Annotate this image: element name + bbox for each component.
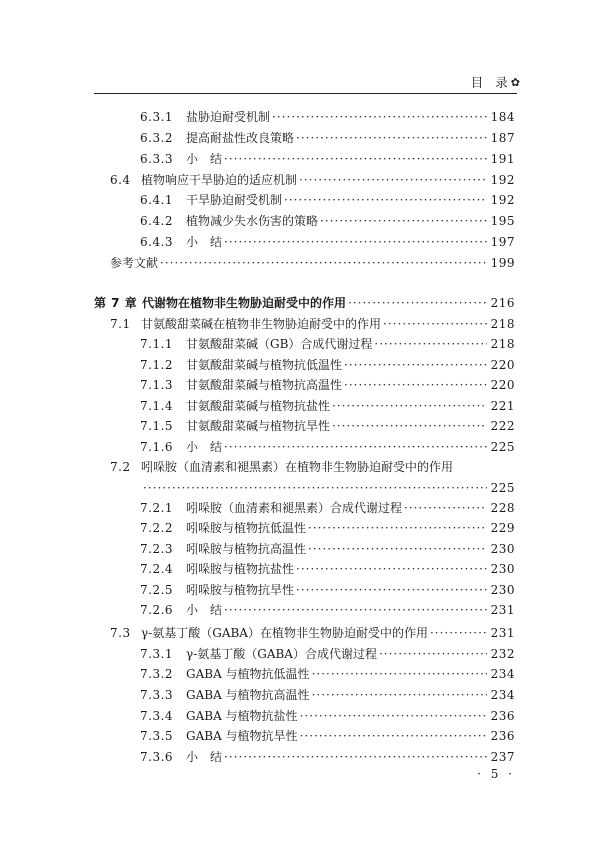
toc-entry-number: 7.1.1 xyxy=(140,337,174,351)
toc-entry-title: GABA 与植物抗旱性 xyxy=(186,729,298,743)
toc-entry[interactable] xyxy=(0,706,600,726)
toc-entry-number: 7.1.2 xyxy=(140,358,174,372)
dot-leader xyxy=(308,518,487,538)
toc-entry[interactable] xyxy=(0,416,600,436)
dot-leader xyxy=(300,726,487,746)
toc-entry[interactable] xyxy=(0,726,600,746)
dot-leader xyxy=(308,539,487,559)
dot-leader xyxy=(296,128,487,148)
toc-entry-title: 植物响应干旱胁迫的适应机制 xyxy=(141,173,298,187)
header-rule xyxy=(94,93,517,94)
toc-entry-title: 吲哚胺与植物抗低温性 xyxy=(186,521,307,535)
dot-leader xyxy=(404,498,487,518)
toc-entry-page: 197 xyxy=(490,235,515,249)
toc-entry[interactable] xyxy=(0,314,600,334)
toc-entry-title: 吲哚胺与植物抗旱性 xyxy=(186,583,295,597)
toc-entry-page: 218 xyxy=(490,337,515,351)
toc-entry-page: 191 xyxy=(490,152,515,166)
dot-leader xyxy=(332,396,487,416)
toc-entry[interactable] xyxy=(0,149,600,169)
toc-entry[interactable] xyxy=(0,623,600,643)
toc-entry-number: 7.3 xyxy=(110,626,131,640)
toc-entry-number: 7.1.5 xyxy=(140,419,174,433)
toc-entry-number: 6.4 xyxy=(110,173,131,187)
dot-leader xyxy=(296,559,487,579)
toc-entry[interactable] xyxy=(0,685,600,705)
toc-entry[interactable] xyxy=(0,457,600,477)
dot-leader xyxy=(224,600,487,620)
toc-entry-title: 植物减少失水伤害的策略 xyxy=(186,214,319,228)
toc-entry-number: 7.2.2 xyxy=(140,521,174,535)
toc-entry-page: 234 xyxy=(490,667,515,681)
toc-entry-page: 220 xyxy=(490,358,515,372)
dot-leader xyxy=(284,190,487,210)
toc-entry[interactable] xyxy=(0,293,600,313)
toc-entry-page: 228 xyxy=(490,501,515,515)
toc-entry-title: 小 结 xyxy=(186,235,223,249)
dot-leader xyxy=(160,253,487,273)
toc-entry[interactable] xyxy=(0,747,600,767)
toc-entry-page: 230 xyxy=(490,542,515,556)
toc-entry[interactable] xyxy=(0,107,600,127)
toc-entry[interactable] xyxy=(0,437,600,457)
running-head xyxy=(471,73,520,91)
toc-entry[interactable] xyxy=(0,498,600,518)
toc-entry-page: 237 xyxy=(490,750,515,764)
toc-entry-number: 7.2.1 xyxy=(140,501,174,515)
toc-entry-title: GABA 与植物抗高温性 xyxy=(186,688,310,702)
toc-entry-title: 干旱胁迫耐受机制 xyxy=(186,193,283,207)
toc-entry-page: 229 xyxy=(490,521,515,535)
toc-entry-page: 187 xyxy=(490,131,515,145)
toc-entry-number: 7.2.4 xyxy=(140,562,174,576)
toc-entry-number: 6.4.3 xyxy=(140,235,174,249)
dot-leader xyxy=(332,416,487,436)
toc-entry-number: 7.2.3 xyxy=(140,542,174,556)
toc-entry-title: 甘氨酸甜菜碱与植物抗高温性 xyxy=(186,378,343,392)
toc-entry[interactable] xyxy=(0,518,600,538)
toc-entry-title: 吲哚胺与植物抗高温性 xyxy=(186,542,307,556)
dot-leader xyxy=(299,170,487,190)
toc-entry-number: 7.3.4 xyxy=(140,709,174,723)
toc-entry-title: 吲哚胺（血清素和褪黑素）在植物非生物胁迫耐受中的作用 xyxy=(141,460,454,474)
toc-entry[interactable] xyxy=(0,478,600,498)
toc-entry-title: 小 结 xyxy=(186,152,223,166)
toc-entry-title: GABA 与植物抗低温性 xyxy=(186,667,310,681)
toc-entry[interactable] xyxy=(0,559,600,579)
dot-leader xyxy=(224,437,487,457)
toc-entry-title: 甘氨酸甜菜碱与植物抗旱性 xyxy=(186,419,331,433)
toc-entry-page: 192 xyxy=(490,173,515,187)
running-title: 目 录 xyxy=(470,75,512,90)
toc-entry[interactable] xyxy=(0,396,600,416)
toc-entry-page: 222 xyxy=(490,419,515,433)
toc-entry[interactable] xyxy=(0,170,600,190)
toc-entry[interactable] xyxy=(0,211,600,231)
toc-entry-number: 7.2.5 xyxy=(140,583,174,597)
toc-entry[interactable] xyxy=(0,375,600,395)
toc-entry-page: 199 xyxy=(490,256,515,270)
toc-entry-number: 第 7 章 xyxy=(94,296,138,310)
toc-entry-title: 小 结 xyxy=(186,440,223,454)
dot-leader xyxy=(272,107,487,127)
toc-entry-title: GABA 与植物抗盐性 xyxy=(186,709,298,723)
dot-leader xyxy=(320,211,487,231)
toc-entry[interactable] xyxy=(0,334,600,354)
toc-entry-number: 6.4.2 xyxy=(140,214,174,228)
toc-entry[interactable] xyxy=(0,580,600,600)
toc-entry-title: 参考文献 xyxy=(110,256,159,270)
toc-entry[interactable] xyxy=(0,128,600,148)
toc-entry-page: 220 xyxy=(490,378,515,392)
toc-entry-number: 7.3.5 xyxy=(140,729,174,743)
dot-leader xyxy=(143,478,487,498)
toc-entry-title: γ-氨基丁酸（GABA）在植物非生物胁迫耐受中的作用 xyxy=(141,626,428,640)
toc-entry[interactable] xyxy=(0,539,600,559)
toc-entry-page: 236 xyxy=(490,729,515,743)
toc-entry-number: 6.4.1 xyxy=(140,193,174,207)
dot-leader xyxy=(312,664,487,684)
toc-entry-page: 236 xyxy=(490,709,515,723)
toc-entry-number: 7.3.2 xyxy=(140,667,174,681)
dot-leader xyxy=(312,685,487,705)
toc-entry-number: 7.1 xyxy=(110,317,131,331)
dot-leader xyxy=(374,334,487,354)
toc-entry-page: 225 xyxy=(490,481,515,495)
dot-leader xyxy=(296,580,487,600)
toc-entry-number: 6.3.2 xyxy=(140,131,174,145)
page-folio: · 5 · xyxy=(477,767,515,781)
toc-entry-page: 184 xyxy=(490,110,515,124)
dot-leader xyxy=(379,644,487,664)
toc-entry[interactable] xyxy=(0,232,600,252)
toc-entry-title: 甘氨酸甜菜碱在植物非生物胁迫耐受中的作用 xyxy=(141,317,382,331)
toc-entry-page: 216 xyxy=(490,296,515,310)
toc-entry-number: 6.3.1 xyxy=(140,110,174,124)
toc-entry[interactable] xyxy=(0,253,600,273)
toc-entry-number: 7.1.6 xyxy=(140,440,174,454)
toc-entry-title: 甘氨酸甜菜碱与植物抗低温性 xyxy=(186,358,343,372)
toc-entry-page: 225 xyxy=(490,440,515,454)
dot-leader xyxy=(224,149,487,169)
toc-entry-number: 7.2 xyxy=(110,460,131,474)
toc-entry-number: 7.2.6 xyxy=(140,603,174,617)
toc-entry-number: 7.3.6 xyxy=(140,750,174,764)
toc-entry-page: 231 xyxy=(490,626,515,640)
toc-entry-title: γ-氨基丁酸（GABA）合成代谢过程 xyxy=(186,647,377,661)
dot-leader xyxy=(348,293,487,313)
toc-entry[interactable] xyxy=(0,190,600,210)
toc-entry-page: 234 xyxy=(490,688,515,702)
toc-entry-title: 甘氨酸甜菜碱与植物抗盐性 xyxy=(186,399,331,413)
flower-ornament-icon: ✿ xyxy=(510,75,520,89)
toc-entry-title: 吲哚胺（血清素和褪黑素）合成代谢过程 xyxy=(186,501,403,515)
toc-entry-number: 6.3.3 xyxy=(140,152,174,166)
dot-leader xyxy=(344,355,487,375)
toc-entry-page: 230 xyxy=(490,562,515,576)
toc-entry-title: 提高耐盐性改良策略 xyxy=(186,131,295,145)
toc-entry-page: 195 xyxy=(490,214,515,228)
dot-leader xyxy=(224,747,487,767)
toc-entry-title: 小 结 xyxy=(186,750,223,764)
dot-leader xyxy=(430,623,487,643)
dot-leader xyxy=(300,706,487,726)
toc-entry-title: 代谢物在植物非生物胁迫耐受中的作用 xyxy=(142,296,347,310)
dot-leader xyxy=(344,375,487,395)
toc-entry-title: 甘氨酸甜菜碱（GB）合成代谢过程 xyxy=(186,337,373,351)
toc-entry-title: 吲哚胺与植物抗盐性 xyxy=(186,562,295,576)
toc-entry[interactable] xyxy=(0,355,600,375)
toc-entry-number: 7.3.1 xyxy=(140,647,174,661)
toc-entry-number: 7.3.3 xyxy=(140,688,174,702)
dot-leader xyxy=(224,232,487,252)
toc-entry-page: 192 xyxy=(490,193,515,207)
toc-entry-page: 230 xyxy=(490,583,515,597)
toc-entry-page: 221 xyxy=(490,399,515,413)
toc-entry-page: 231 xyxy=(490,603,515,617)
toc-entry[interactable] xyxy=(0,664,600,684)
toc-entry-title: 盐胁迫耐受机制 xyxy=(186,110,271,124)
toc-entry-page: 218 xyxy=(490,317,515,331)
toc-entry-number: 7.1.3 xyxy=(140,378,174,392)
toc-entry[interactable] xyxy=(0,644,600,664)
toc-entry[interactable] xyxy=(0,600,600,620)
dot-leader xyxy=(383,314,487,334)
toc-entry-title: 小 结 xyxy=(186,603,223,617)
toc-entry-page: 232 xyxy=(490,647,515,661)
toc-entry-number: 7.1.4 xyxy=(140,399,174,413)
